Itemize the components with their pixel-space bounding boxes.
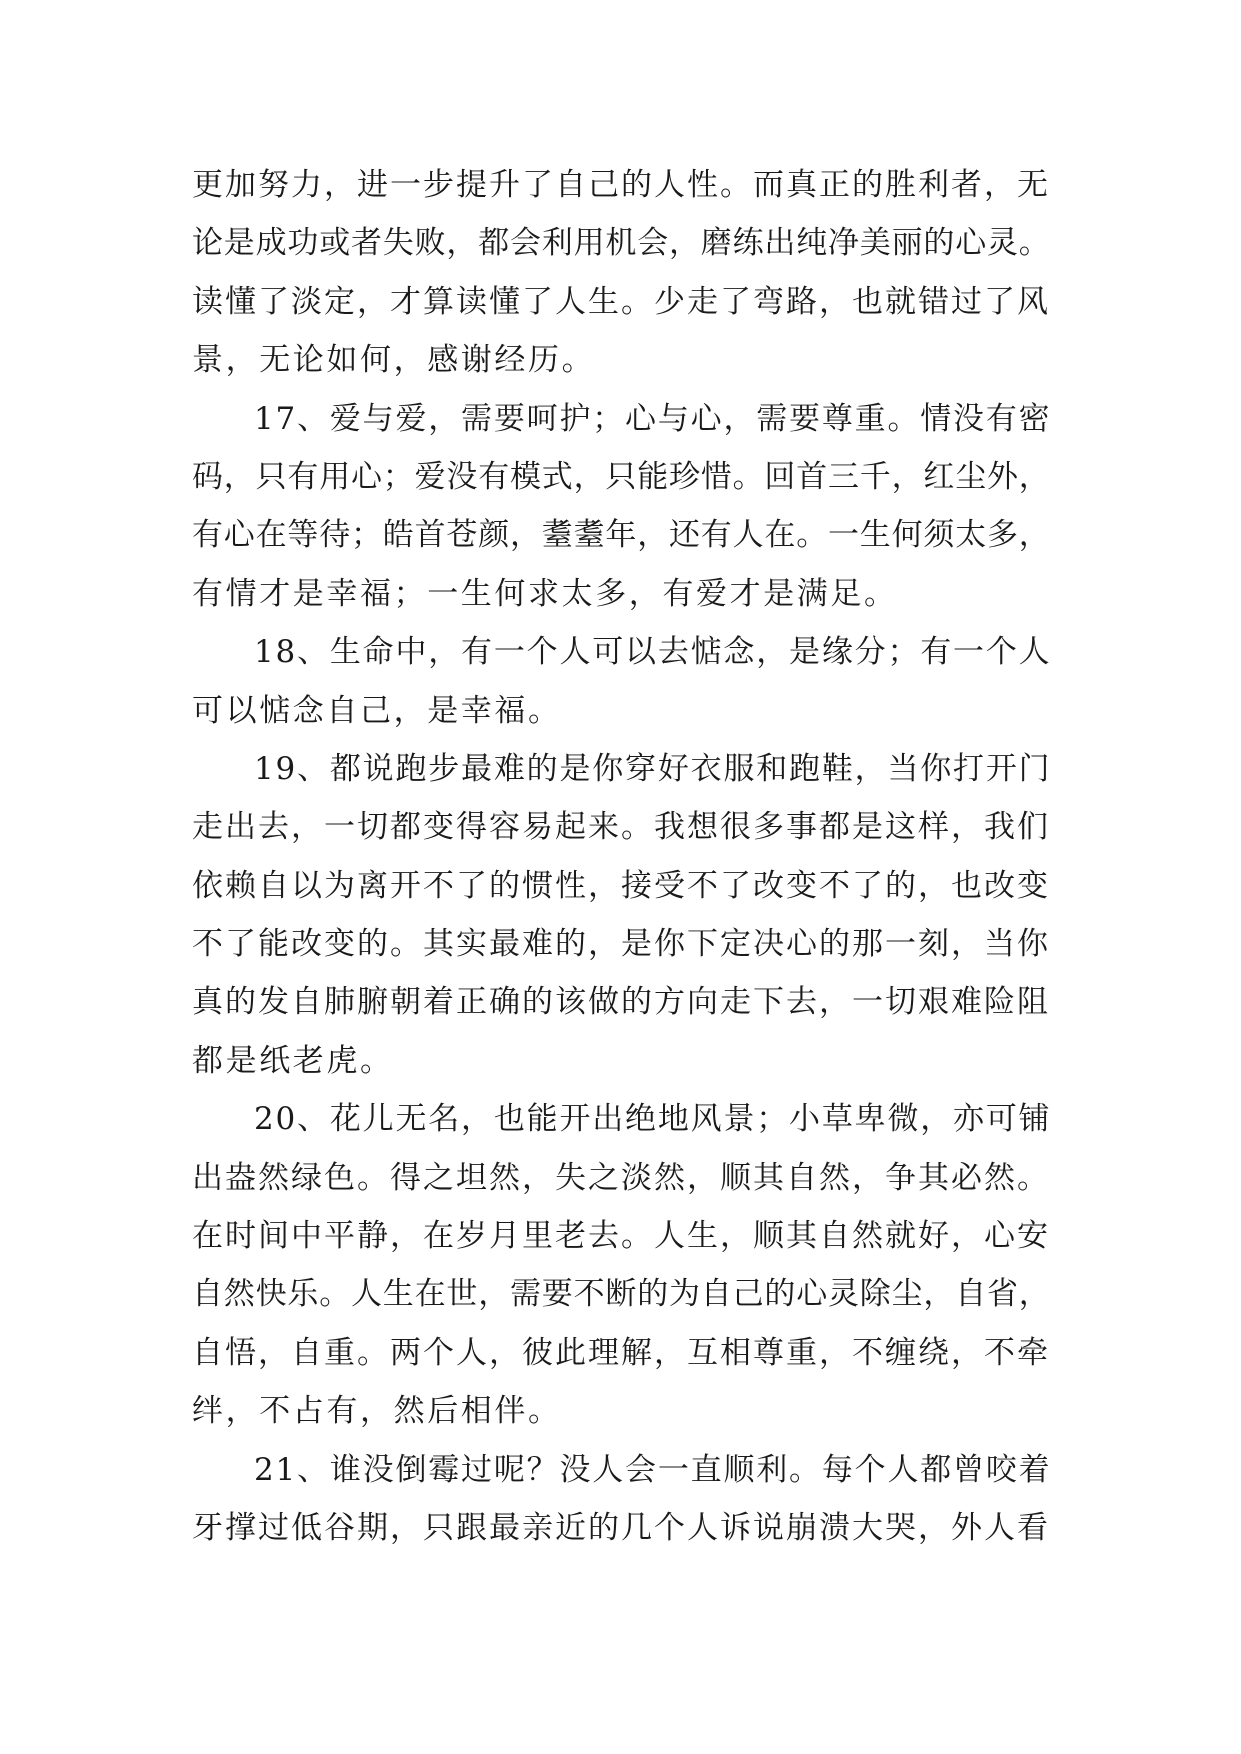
text-line: 依赖自以为离开不了的惯性，接受不了改变不了的，也改变 xyxy=(192,867,1050,904)
paragraph-19-start: 19、都说跑步最难的是你穿好衣服和跑鞋，当你打开门 xyxy=(254,750,1052,787)
text-line: 更加努力，进一步提升了自己的人性。而真正的胜利者，无 xyxy=(192,167,1050,203)
paragraph-21-start: 21、谁没倒霉过呢？没人会一直顺利。每个人都曾咬着 xyxy=(254,1451,1052,1488)
text-line: 出盎然绿色。得之坦然，失之淡然，顺其自然，争其必然。 xyxy=(192,1159,1050,1196)
text-line: 景，无论如何，感谢经历。 xyxy=(192,342,596,379)
text-line: 在时间中平静，在岁月里老去。人生，顺其自然就好，心安 xyxy=(192,1218,1050,1255)
text-line: 码，只有用心；爱没有模式，只能珍惜。回首三千，红尘外， xyxy=(192,458,1051,495)
text-line: 都是纸老虎。 xyxy=(192,1042,394,1079)
text-line: 牙撑过低谷期，只跟最亲近的几个人诉说崩溃大哭，外人看 xyxy=(192,1509,1050,1546)
text-line: 可以惦念自己，是幸福。 xyxy=(192,692,562,729)
text-line: 自然快乐。人生在世，需要不断的为自己的心灵除尘，自省， xyxy=(192,1276,1051,1313)
text-line: 论是成功或者失败，都会利用机会，磨练出纯净美丽的心灵。 xyxy=(192,225,1051,262)
text-line: 有心在等待；皓首苍颜，耋耋年，还有人在。一生何须太多， xyxy=(192,517,1051,554)
text-line: 有情才是幸福；一生何求太多，有爱才是满足。 xyxy=(192,575,898,612)
paragraph-20-start: 20、花儿无名，也能开出绝地风景；小草卑微，亦可铺 xyxy=(254,1101,1052,1138)
paragraph-17-start: 17、爱与爱，需要呵护；心与心，需要尊重。情没有密 xyxy=(254,400,1052,437)
text-line: 真的发自肺腑朝着正确的该做的方向走下去，一切艰难险阻 xyxy=(192,984,1050,1021)
text-line: 不了能改变的。其实最难的，是你下定决心的那一刻，当你 xyxy=(192,926,1050,963)
paragraph-18-start: 18、生命中，有一个人可以去惦念，是缘分；有一个人 xyxy=(254,634,1052,671)
text-line: 读懂了淡定，才算读懂了人生。少走了弯路，也就错过了风 xyxy=(192,283,1050,320)
document-body xyxy=(192,156,1052,1557)
text-line: 自悟，自重。两个人，彼此理解，互相尊重，不缠绕，不牵 xyxy=(192,1334,1050,1371)
text-line: 走出去，一切都变得容易起来。我想很多事都是这样，我们 xyxy=(192,809,1050,846)
text-line: 绊，不占有，然后相伴。 xyxy=(192,1393,562,1430)
